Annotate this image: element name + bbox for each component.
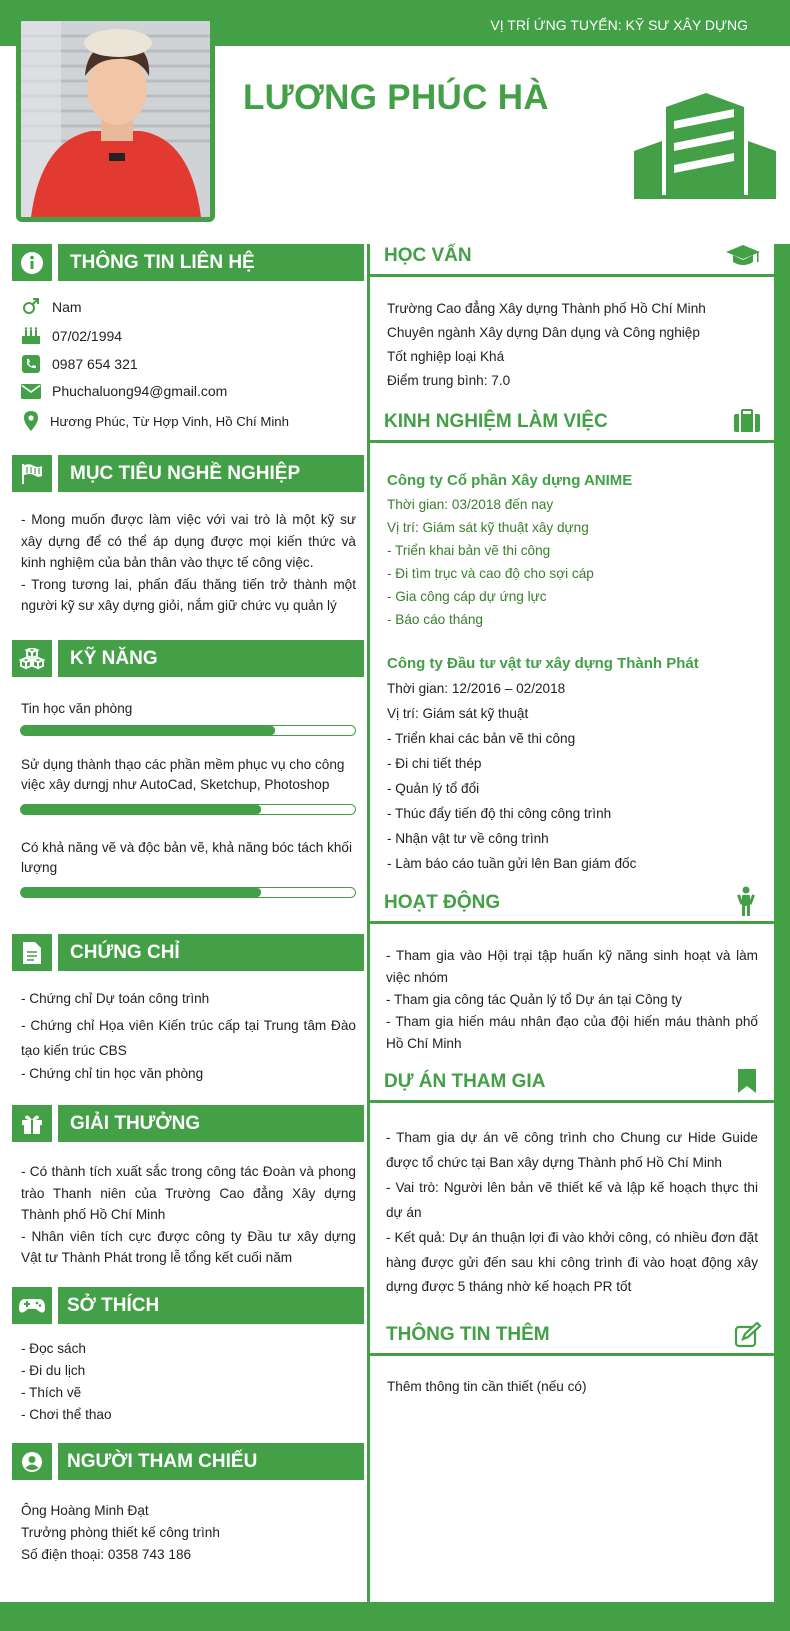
education-item: Điểm trung bình: 7.0 xyxy=(387,373,511,388)
email-value[interactable]: Phuchaluong94@gmail.com xyxy=(52,383,228,399)
building-icon xyxy=(634,93,776,199)
project-item: - Tham gia dự án vẽ công trình cho Chung cư Hide Guide được tổ chức tại Ban xây dựng Thành phố Hồ Chí Minh xyxy=(386,1130,758,1170)
skill-label: Sử dụng thành thạo các phần mềm phục vụ cho công việc xây dưngj như AutoCad, Sketchup, Photoshop xyxy=(21,757,345,792)
hobbies-heading xyxy=(12,1287,364,1324)
certificate-item: - Chứng chỉ tin học văn phòng xyxy=(21,1066,204,1081)
job-task: - Thúc đẩy tiến độ thi công công trình xyxy=(387,806,612,821)
job-task: - Quản lý tổ đổi xyxy=(387,781,480,796)
skill-label: Tin học văn phòng xyxy=(21,701,133,716)
envelope-icon xyxy=(21,384,41,399)
document-icon xyxy=(23,942,41,964)
education-item: Tốt nghiệp loại Khá xyxy=(387,349,505,364)
extra-title: THÔNG TIN THÊM xyxy=(386,1324,550,1345)
hobby-item: - Đi du lịch xyxy=(21,1363,86,1378)
projects-heading xyxy=(370,1067,774,1103)
edit-icon xyxy=(734,1322,762,1348)
awards-heading xyxy=(12,1105,364,1142)
objective-text: - Mong muốn được làm việc với vai trò là một kỹ sư xây dựng để có thể áp dụng được mọi kiến thức và kinh nghiệm của bản thân vào thực tế công việc. - Trong tương lai, phấn đấu thăng tiến trở thành một người kỹ sư xây dựng giỏi, nắm giữ chức vụ quản lý xyxy=(21,512,356,613)
job-task: - Đi tìm trục và cao độ cho sợi cáp xyxy=(387,566,594,581)
birthday-cake-icon xyxy=(21,327,41,345)
bookmark-icon xyxy=(738,1069,756,1093)
skill-label: Có khả năng vẽ và độc bản vẽ, khả năng bóc tách khối lượng xyxy=(21,840,353,875)
cubes-icon xyxy=(19,648,45,670)
job-task: - Nhận vật tư về công trình xyxy=(387,831,549,846)
education-heading xyxy=(370,241,774,277)
extra-heading xyxy=(370,1320,774,1356)
certificate-item: - Chứng chỉ Họa viên Kiến trúc cấp tại Trung tâm Đào tạo kiến trúc CBS xyxy=(21,1018,356,1058)
reference-title: Trưởng phòng thiết kế công trình xyxy=(21,1525,220,1540)
job-task: - Triển khai các bản vẽ thi công xyxy=(387,731,576,746)
references-heading xyxy=(12,1443,364,1480)
job-task: - Triển khai bản vẽ thi công xyxy=(387,543,551,558)
info-icon xyxy=(20,251,44,275)
gender-value: Nam xyxy=(52,299,82,315)
activities-heading xyxy=(370,888,774,924)
job-company: Công ty Cổ phần Xây dựng ANIME xyxy=(387,472,633,489)
briefcase-icon xyxy=(734,409,760,433)
certificate-item: - Chứng chỉ Dự toán công trình xyxy=(21,991,210,1006)
birthday-row xyxy=(20,327,122,345)
address-row xyxy=(20,411,289,431)
experience-title: KINH NGHIỆM LÀM VIỆC xyxy=(384,411,608,432)
extra-text: Thêm thông tin cần thiết (nếu có) xyxy=(387,1379,587,1394)
contact-title: THÔNG TIN LIÊN HỆ xyxy=(58,244,364,281)
awards-title: GIẢI THƯỞNG xyxy=(58,1105,364,1142)
contact-heading xyxy=(12,244,364,281)
project-item: - Kết quả: Dự án thuận lợi đi vào khởi công, có nhiều đơn đặt hàng được gửi đến sau khi công trình đi vào hoạt động xây dựng được 5 tháng nhờ kế hoạch PR tốt xyxy=(386,1230,758,1294)
certificates-title: CHỨNG CHỈ xyxy=(58,934,364,971)
job-task: - Làm báo cáo tuần gửi lên Ban giám đốc xyxy=(387,856,637,871)
hobby-item: - Đọc sách xyxy=(21,1341,86,1356)
flag-icon xyxy=(20,463,44,485)
phone-icon xyxy=(22,355,40,373)
skill-bar-fill xyxy=(21,805,261,814)
activity-item: - Tham gia công tác Quản lý tổ Dự án tại Công ty xyxy=(386,992,682,1007)
phone-value: 0987 654 321 xyxy=(52,356,138,372)
bottom-bar xyxy=(0,1602,790,1631)
job-role: Vị trí: Giám sát kỹ thuật xây dựng xyxy=(387,520,589,535)
job-time: Thời gian: 12/2016 – 02/2018 xyxy=(387,681,566,696)
skill-bar xyxy=(20,804,356,815)
experience-heading xyxy=(370,407,774,443)
person-icon xyxy=(736,886,756,916)
education-item: Chuyên ngành Xây dựng Dân dụng và Công nghiệp xyxy=(387,325,700,340)
certificates-heading xyxy=(12,934,364,971)
avatar xyxy=(16,16,215,222)
awards-text: - Có thành tích xuất sắc trong công tác Đoàn và phong trào Thanh niên của Trường Cao đẳng Xây dựng Thành phố Hồ Chí Minh - Nhân viên tích cực được công ty Đầu tư xây dựng Vật tư Thành Phát trong lễ tổng kết cuối năm xyxy=(21,1164,356,1265)
job-time: Thời gian: 03/2018 đến nay xyxy=(387,497,554,512)
objective-heading xyxy=(12,455,364,492)
skills-title: KỸ NĂNG xyxy=(58,640,364,677)
hobby-item: - Chơi thể thao xyxy=(21,1407,112,1422)
skills-heading xyxy=(12,640,364,677)
reference-name: Ông Hoàng Minh Đạt xyxy=(21,1503,149,1518)
job-role: Vị trí: Giám sát kỹ thuật xyxy=(387,706,529,721)
reference-phone: Số điện thoại: 0358 743 186 xyxy=(21,1547,192,1562)
objective-title: MỤC TIÊU NGHỀ NGHIỆP xyxy=(58,455,364,492)
activity-item: - Tham gia hiến máu nhân đạo của đội hiến máu thành phố Hồ Chí Minh xyxy=(386,1014,758,1051)
skill-bar xyxy=(20,725,356,736)
projects-title: DỰ ÁN THAM GIA xyxy=(384,1071,546,1092)
activities-title: HOẠT ĐỘNG xyxy=(384,892,501,913)
column-divider xyxy=(367,244,370,1604)
hobbies-title: SỞ THÍCH xyxy=(58,1287,364,1324)
gender-row xyxy=(20,298,82,316)
activity-item: - Tham gia vào Hội trại tập huấn kỹ năng sinh hoạt và làm việc nhóm xyxy=(386,948,758,985)
gender-icon xyxy=(22,298,40,316)
graduation-cap-icon xyxy=(726,243,760,269)
project-item: - Vai trò: Người lên bản vẽ thiết kế và lập kế hoạch thực thi dự án xyxy=(386,1180,758,1220)
education-title: HỌC VẤN xyxy=(384,245,472,266)
user-circle-icon xyxy=(21,1451,43,1473)
email-row xyxy=(20,383,227,399)
hobby-item: - Thích vẽ xyxy=(21,1385,82,1400)
skill-bar xyxy=(20,887,356,898)
location-pin-icon xyxy=(24,411,38,431)
phone-row xyxy=(20,355,138,373)
address-value: Hương Phúc, Từ Hợp Vinh, Hồ Chí Minh xyxy=(50,413,289,429)
references-title: NGƯỜI THAM CHIẾU xyxy=(58,1443,364,1480)
job-task: - Gia công cáp dự ứng lực xyxy=(387,589,547,604)
candidate-name: LƯƠNG PHÚC HÀ xyxy=(243,78,549,117)
skill-bar-fill xyxy=(21,888,261,897)
right-border-bar xyxy=(774,244,790,1604)
job-task: - Đi chi tiết thép xyxy=(387,756,482,771)
gift-icon xyxy=(21,1113,43,1135)
skill-bar-fill xyxy=(21,726,275,735)
job-task: - Báo cáo tháng xyxy=(387,612,483,627)
birthday-value: 07/02/1994 xyxy=(52,328,123,344)
gamepad-icon xyxy=(19,1298,45,1314)
job-company: Công ty Đầu tư vật tư xây dựng Thành Phát xyxy=(387,655,699,672)
applied-position: VỊ TRÍ ỨNG TUYỂN: KỸ SƯ XÂY DỰNG xyxy=(490,17,748,33)
education-item: Trường Cao đẳng Xây dựng Thành phố Hồ Chí Minh xyxy=(387,301,706,316)
